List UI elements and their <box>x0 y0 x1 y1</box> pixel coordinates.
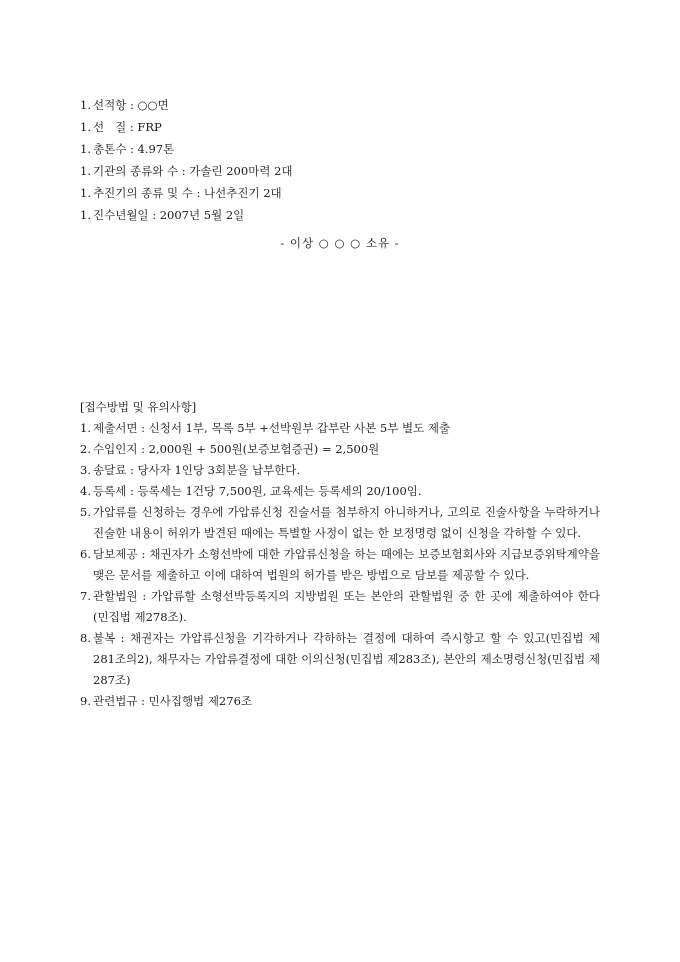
note-text: 등록세 : 등록세는 1건당 7,500원, 교육세는 등록세의 20/100임. <box>93 484 422 498</box>
item-text: 진수년월일 : 2007년 5월 2일 <box>93 208 245 222</box>
ship-details-list <box>80 94 600 226</box>
note-text: 담보제공 : 채권자가 소형선박에 대한 가압류신청을 하는 때에는 보증보험회사와 지급보증위탁계약을 맺은 문서를 제출하고 이에 대하여 법원의 허가를 받은 방법으로 담보를 제공할 수 있다. <box>93 547 600 582</box>
note-text: 수입인지 : 2,000원 + 500원(보증보험증권) = 2,500원 <box>93 442 380 456</box>
item-number: 1. <box>80 142 91 156</box>
item-text: 선적항 : ○○면 <box>93 98 169 112</box>
note-number: 6. <box>80 547 91 561</box>
note-number: 4. <box>80 484 91 498</box>
note-item <box>80 418 600 439</box>
item-number: 1. <box>80 120 91 134</box>
ship-detail-propeller <box>80 182 600 204</box>
note-text: 불복 : 채권자는 가압류신청을 기각하거나 각하하는 결정에 대하여 즉시항고 할 수 있고(민집법 제281조의2), 채무자는 가압류결정에 대한 이의신청(민집법 제283조), 본안의 제소명령신청(민집법 제287조) <box>93 631 600 687</box>
note-text: 제출서면 : 신청서 1부, 목록 5부 +선박원부 갑부란 사본 5부 별도 제출 <box>93 421 451 435</box>
note-text: 가압류를 신청하는 경우에 가압류신청 진술서를 첨부하지 아니하거나, 고의로 진술사항을 누락하거나 진술한 내용이 허위가 발견된 때에는 특별할 사정이 없는 한 보정명령 없이 신청을 각하할 수 있다. <box>93 505 600 540</box>
note-item <box>80 460 600 481</box>
note-item <box>80 502 600 544</box>
ship-detail-port <box>80 94 600 116</box>
note-number: 5. <box>80 505 91 519</box>
note-item <box>80 481 600 502</box>
item-number: 1. <box>80 98 91 112</box>
item-number: 1. <box>80 164 91 178</box>
note-item <box>80 586 600 628</box>
notes-section <box>80 396 600 712</box>
note-text: 송달료 : 당사자 1인당 3회분을 납부한다. <box>93 463 301 477</box>
ship-detail-launch-date <box>80 204 600 226</box>
note-number: 7. <box>80 589 91 603</box>
note-item <box>80 544 600 586</box>
note-item <box>80 628 600 691</box>
note-number: 2. <box>80 442 91 456</box>
note-number: 9. <box>80 694 91 708</box>
note-item <box>80 691 600 712</box>
item-text: 추진기의 종류 및 수 : 나선추진기 2대 <box>93 186 282 200</box>
note-number: 1. <box>80 421 91 435</box>
ship-detail-hull-material <box>80 116 600 138</box>
notes-heading: [접수방법 및 유의사항] <box>80 400 197 414</box>
note-item <box>80 439 600 460</box>
item-text: 총톤수 : 4.97톤 <box>93 142 175 156</box>
ship-detail-engine <box>80 160 600 182</box>
item-number: 1. <box>80 186 91 200</box>
note-text: 관련법규 : 민사집행법 제276조 <box>93 694 252 708</box>
note-text: 관할법원 : 가압류할 소형선박등록지의 지방법원 또는 본안의 관할법원 중 한 곳에 제출하여야 한다(민집법 제278조). <box>93 589 600 624</box>
note-number: 8. <box>80 631 91 645</box>
note-number: 3. <box>80 463 91 477</box>
item-text: 기관의 종류와 수 : 가솔린 200마력 2대 <box>93 164 293 178</box>
ownership-line: - 이상 ○ ○ ○ 소유 - <box>280 236 400 250</box>
ship-detail-gross-tonnage <box>80 138 600 160</box>
item-text: 선 질 : FRP <box>93 120 162 134</box>
item-number: 1. <box>80 208 91 222</box>
